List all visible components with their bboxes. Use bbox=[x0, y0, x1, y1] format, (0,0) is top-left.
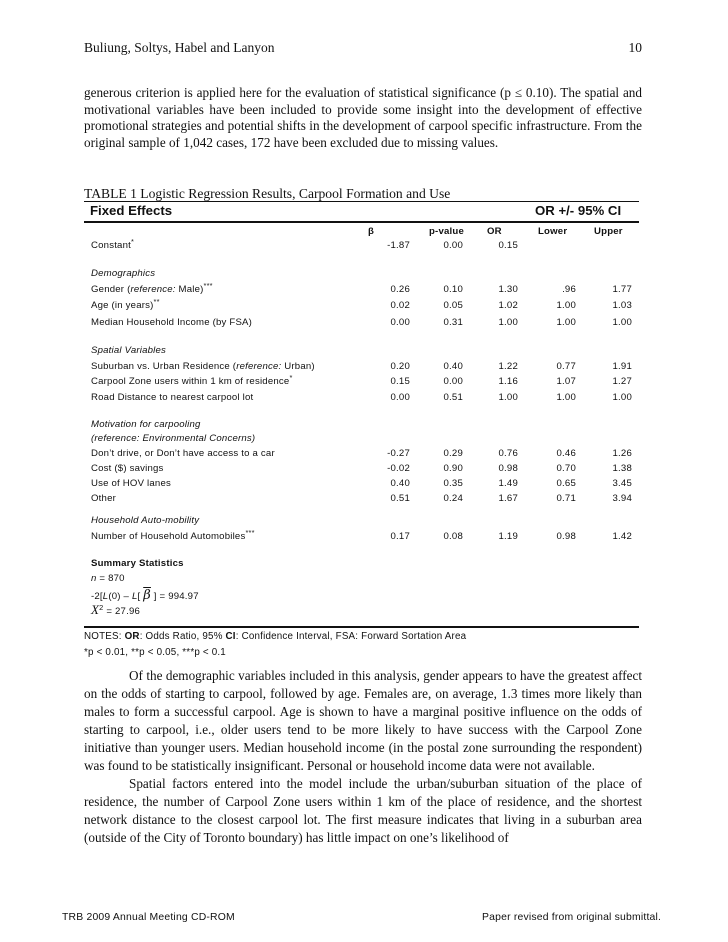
summary-chi-square: $X^2 = 27.96$ bbox=[91, 602, 141, 617]
row-gender-label: Gender (reference: Male)*** bbox=[91, 280, 213, 295]
significance-legend: *p < 0.01, **p < 0.05, ***p < 0.1 bbox=[84, 647, 226, 658]
row-road-dist-pvalue: 0.51 bbox=[443, 392, 463, 403]
row-autos-or: 1.19 bbox=[498, 531, 518, 542]
row-no-drive-lower: 0.46 bbox=[556, 448, 576, 459]
row-cost-pvalue: 0.90 bbox=[443, 463, 463, 474]
row-suburban-upper: 1.91 bbox=[612, 361, 632, 372]
page-number: 10 bbox=[628, 40, 642, 55]
row-gender-beta: 0.26 bbox=[390, 284, 410, 295]
row-age-or: 1.02 bbox=[498, 300, 518, 311]
row-income-or: 1.00 bbox=[498, 317, 518, 328]
row-cz-users-lower: 1.07 bbox=[556, 376, 576, 387]
section-motivation: Motivation for carpooling bbox=[91, 419, 201, 430]
row-hov-label: Use of HOV lanes bbox=[91, 478, 171, 489]
row-other-lower: 0.71 bbox=[556, 493, 576, 504]
row-cz-users-beta: 0.15 bbox=[390, 376, 410, 387]
row-autos-lower: 0.98 bbox=[556, 531, 576, 542]
row-income-upper: 1.00 bbox=[612, 317, 632, 328]
row-gender-upper: 1.77 bbox=[612, 284, 632, 295]
fixed-effects-label: Fixed Effects bbox=[90, 203, 173, 218]
row-age-lower: 1.00 bbox=[556, 300, 576, 311]
row-other-beta: 0.51 bbox=[390, 493, 410, 504]
row-no-drive-pvalue: 0.29 bbox=[443, 448, 463, 459]
row-cost-lower: 0.70 bbox=[556, 463, 576, 474]
row-road-dist-lower: 1.00 bbox=[556, 392, 576, 403]
row-age-label: Age (in years)** bbox=[91, 296, 160, 311]
row-cz-users-upper: 1.27 bbox=[612, 376, 632, 387]
body-paragraph-demographics: Of the demographic variables included in this analysis, gender appears to have the greatest affect on the odds of starting to carpool, followed by age. Females are, on average, 1.3 times more likely than males to form a successful carpool. Age is shown to have a marginal positive influence on the odds of starting to carpool, i.e., older users tend to be more likely to have success with the Carpool Zone initiative than younger users. Median household income (in the postal zone surrounding the respondent) was found to be statistically insignificant. Personal or household income data were not available. bbox=[84, 668, 642, 773]
row-income-pvalue: 0.31 bbox=[443, 317, 463, 328]
section-demographics: Demographics bbox=[91, 268, 156, 279]
row-no-drive-or: 0.76 bbox=[498, 448, 518, 459]
row-cz-users-label: Carpool Zone users within 1 km of residence* bbox=[91, 372, 293, 387]
row-no-drive-label: Don’t drive, or Don’t have access to a car bbox=[91, 448, 275, 459]
table-caption: TABLE 1 Logistic Regression Results, Carpool Formation and Use bbox=[84, 186, 451, 201]
row-suburban-lower: 0.77 bbox=[556, 361, 576, 372]
col-header-upper: Upper bbox=[594, 226, 623, 237]
col-header-beta: β bbox=[368, 226, 375, 237]
row-road-dist-or: 1.00 bbox=[498, 392, 518, 403]
intro-paragraph: generous criterion is applied here for the evaluation of statistical significance (p ≤ 0.10). The spatial and motivational variables have been included to provide some insight into the development of effective promotional strategies and potential shifts in the development of carpool specific infrastructure. From the original sample of 1,042 cases, 172 have been excluded due to missing values. bbox=[84, 85, 642, 150]
row-income-lower: 1.00 bbox=[556, 317, 576, 328]
row-road-dist-upper: 1.00 bbox=[612, 392, 632, 403]
row-gender-or: 1.30 bbox=[498, 284, 518, 295]
row-hov-pvalue: 0.35 bbox=[443, 478, 463, 489]
running-header-authors: Buliung, Soltys, Habel and Lanyon bbox=[84, 40, 275, 55]
table-notes: NOTES: OR: Odds Ratio, 95% CI: Confidence Interval, FSA: Forward Sortation Area bbox=[84, 631, 467, 642]
summary-log-likelihood: -2[L(0) – L[ $\overline{\beta}$ ] = 994.97 bbox=[91, 588, 199, 603]
row-constant-pvalue: 0.00 bbox=[443, 240, 463, 251]
summary-n: n = 870 bbox=[91, 573, 125, 584]
row-cz-users-or: 1.16 bbox=[498, 376, 518, 387]
row-autos-label: Number of Household Automobiles*** bbox=[91, 527, 255, 542]
row-age-pvalue: 0.05 bbox=[443, 300, 463, 311]
row-cost-or: 0.98 bbox=[498, 463, 518, 474]
row-age-upper: 1.03 bbox=[612, 300, 632, 311]
table-header-rule bbox=[84, 221, 639, 223]
row-suburban-label: Suburban vs. Urban Residence (reference: Urban) bbox=[91, 361, 315, 372]
row-autos-pvalue: 0.08 bbox=[443, 531, 463, 542]
row-no-drive-upper: 1.26 bbox=[612, 448, 632, 459]
section-spatial: Spatial Variables bbox=[91, 345, 167, 356]
row-autos-beta: 0.17 bbox=[390, 531, 410, 542]
ci-group-label: OR +/- 95% CI bbox=[535, 203, 622, 218]
row-hov-or: 1.49 bbox=[498, 478, 518, 489]
row-suburban-beta: 0.20 bbox=[390, 361, 410, 372]
row-gender-pvalue: 0.10 bbox=[443, 284, 463, 295]
col-header-or: OR bbox=[487, 226, 502, 237]
section-motivation-reference: (reference: Environmental Concerns) bbox=[91, 433, 256, 444]
row-autos-upper: 1.42 bbox=[612, 531, 632, 542]
row-cz-users-pvalue: 0.00 bbox=[443, 376, 463, 387]
col-header-pvalue: p-value bbox=[429, 226, 464, 237]
body-paragraph-spatial: Spatial factors entered into the model include the urban/suburban situation of the place of residence, the number of Carpool Zone users within 1 km of the place of residence, and the shortest network distance to the closest carpool lot. The first measure indicates that living in a suburban area (outside of the City of Toronto boundary) has little impact on one’s likelihood of bbox=[84, 776, 642, 845]
row-other-or: 1.67 bbox=[498, 493, 518, 504]
row-road-dist-label: Road Distance to nearest carpool lot bbox=[91, 392, 254, 403]
row-constant-label: Constant* bbox=[91, 236, 135, 251]
row-hov-beta: 0.40 bbox=[390, 478, 410, 489]
row-constant-beta: -1.87 bbox=[387, 240, 410, 251]
row-suburban-or: 1.22 bbox=[498, 361, 518, 372]
row-cost-beta: -0.02 bbox=[387, 463, 410, 474]
footer-right: Paper revised from original submittal. bbox=[482, 912, 662, 923]
row-other-label: Other bbox=[91, 493, 116, 504]
table-top-rule bbox=[84, 201, 639, 202]
footer-left: TRB 2009 Annual Meeting CD-ROM bbox=[62, 912, 235, 923]
row-road-dist-beta: 0.00 bbox=[390, 392, 410, 403]
section-automobility: Household Auto-mobility bbox=[91, 515, 200, 526]
row-cost-upper: 1.38 bbox=[612, 463, 632, 474]
col-header-lower: Lower bbox=[538, 226, 568, 237]
row-cost-label: Cost ($) savings bbox=[91, 463, 164, 474]
row-hov-lower: 0.65 bbox=[556, 478, 576, 489]
row-constant-or: 0.15 bbox=[498, 240, 518, 251]
row-income-beta: 0.00 bbox=[390, 317, 410, 328]
row-income-label: Median Household Income (by FSA) bbox=[91, 317, 253, 328]
row-other-pvalue: 0.24 bbox=[443, 493, 463, 504]
summary-statistics-heading: Summary Statistics bbox=[91, 558, 184, 569]
row-age-beta: 0.02 bbox=[390, 300, 410, 311]
row-hov-upper: 3.45 bbox=[612, 478, 632, 489]
row-other-upper: 3.94 bbox=[612, 493, 632, 504]
row-suburban-pvalue: 0.40 bbox=[443, 361, 463, 372]
table-bottom-rule bbox=[84, 626, 639, 628]
row-gender-lower: .96 bbox=[562, 284, 576, 295]
row-no-drive-beta: -0.27 bbox=[387, 448, 410, 459]
